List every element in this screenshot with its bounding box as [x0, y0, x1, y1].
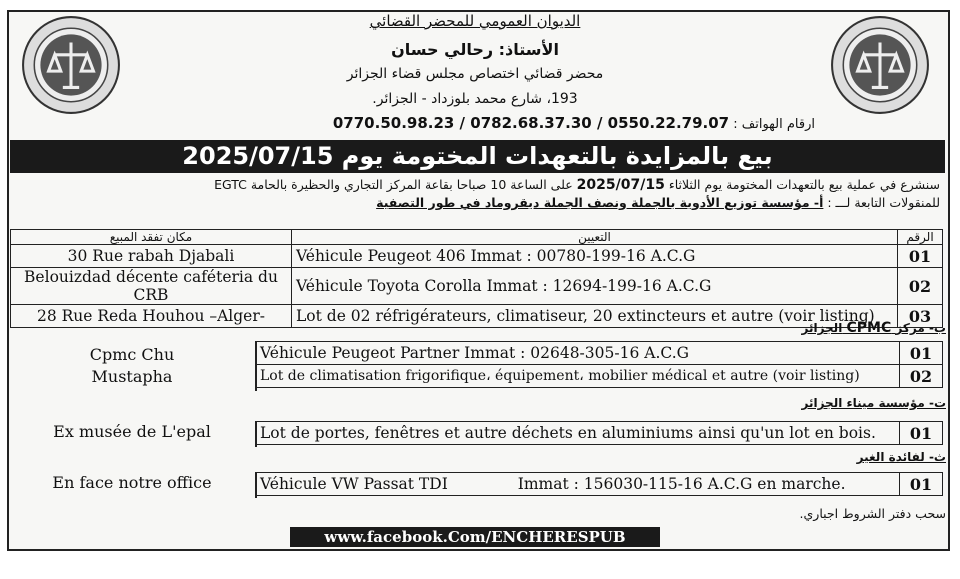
row-description: Lot de 02 réfrigérateurs, climatiseur, 20 extincteurs et autre (voir listing)	[292, 305, 898, 328]
row-number: 03	[898, 305, 943, 328]
section-b-title-c: الجزائر	[801, 321, 843, 335]
table-header	[11, 230, 943, 245]
bailiff-name: الأستاذ: رحالي حسان	[391, 40, 559, 59]
vehicle-registration: Immat : 156030-115-16 A.C.G en marche.	[517, 475, 846, 493]
row-number: 01	[900, 473, 943, 496]
auction-banner: بيع بالمزايدة بالتعهدات المختومة يوم 2025/07/15	[10, 140, 945, 173]
bailiff-seal-right	[829, 14, 931, 116]
row-number: 01	[898, 245, 943, 268]
section-b-title-a: ب- مركز	[895, 321, 946, 335]
header-number: الرقم	[898, 230, 943, 245]
table-row	[256, 422, 943, 445]
row-number: 02	[900, 365, 943, 388]
phone-numbers: 0770.50.98.23 / 0782.68.37.30 / 0550.22.79.07	[332, 114, 730, 132]
section-b-location	[10, 344, 254, 388]
section-c-block	[10, 421, 943, 447]
location-line-1: Cpmc Chu	[89, 345, 175, 364]
row-description: Lot de portes, fenêtres et autre déchets en aluminiums ainsi qu'un lot en bois.	[256, 422, 900, 445]
divider	[255, 472, 257, 498]
section-d-location: En face notre office	[52, 473, 212, 492]
header-designation: التعيين	[292, 230, 898, 245]
office-name: الديوان العمومي للمحضر القضائي	[369, 12, 581, 30]
bailiff-seal-left	[20, 14, 122, 116]
section-d-table	[255, 472, 943, 496]
table-row	[256, 342, 943, 365]
table-row	[256, 365, 943, 388]
divider	[255, 341, 257, 391]
section-b-title	[801, 320, 946, 336]
section-d-title: ث- لفائدة الغير	[856, 450, 946, 464]
office-address: 193، شارع محمد بلوزداد - الجزائر.	[372, 91, 578, 107]
auction-date: 2025/07/15	[576, 177, 665, 193]
intro-text-a: سنشرع في عملية بيع بالتعهدات المختومة يوم الثلاثاء	[668, 177, 940, 192]
table-row	[11, 268, 943, 305]
row-location: Belouizdad décente caféteria du CRB	[11, 268, 292, 305]
header-location: مكان تفقد المبيع	[11, 230, 292, 245]
row-number: 01	[900, 422, 943, 445]
row-number: 01	[900, 342, 943, 365]
phones-label: ارقام الهواتف :	[733, 117, 815, 132]
section-c-location: Ex musée de L'epal	[53, 422, 211, 441]
section-b-table	[255, 341, 943, 388]
intro-text-c: للمنقولات التابعة لـــ :	[827, 195, 940, 210]
row-number: 02	[898, 268, 943, 305]
intro-text-b: على الساعة 10 صباحا بقاعة المركز التجاري والحظيرة بالحامة EGTC	[214, 177, 573, 192]
row-location: 28 Rue Reda Houhou –Alger-	[11, 305, 292, 328]
table-row	[11, 245, 943, 268]
auction-intro	[14, 176, 940, 212]
row-description: Véhicule Toyota Corolla Immat : 12694-199-16 A.C.G	[292, 268, 898, 305]
vehicle-name: Véhicule VW Passat TDI	[260, 475, 448, 493]
conditions-note: سحب دفتر الشروط اجباري.	[799, 506, 946, 521]
row-description	[256, 473, 900, 496]
bailiff-jurisdiction: محضر قضائي اختصاص مجلس قضاء الجزائر	[346, 66, 604, 82]
location-line-2: Mustapha	[91, 367, 173, 386]
phone-line	[200, 114, 815, 132]
row-location: 30 Rue rabah Djabali	[11, 245, 292, 268]
section-b-title-b: CPMC	[846, 320, 892, 336]
section-a-title: أ- مؤسسة توزيع الأدوية بالجملة ونصف الجملة ديقروماد في طور التصفية	[376, 195, 824, 210]
row-description: Lot de climatisation frigorifique، équipement، mobilier médical et autre (voir listing)	[256, 365, 900, 388]
table-row	[256, 473, 943, 496]
facebook-url: www.facebook.Com/ENCHERESPUB	[290, 527, 660, 547]
row-description: Véhicule Peugeot 406 Immat : 00780-199-16 A.C.G	[292, 245, 898, 268]
section-a-table	[10, 229, 943, 328]
section-c-table	[255, 421, 943, 445]
section-d-block	[10, 472, 943, 498]
row-description: Véhicule Peugeot Partner Immat : 02648-305-16 A.C.G	[256, 342, 900, 365]
section-c-title: ت- مؤسسة ميناء الجزائر	[801, 396, 946, 410]
divider	[255, 421, 257, 447]
section-b-block	[10, 341, 943, 391]
